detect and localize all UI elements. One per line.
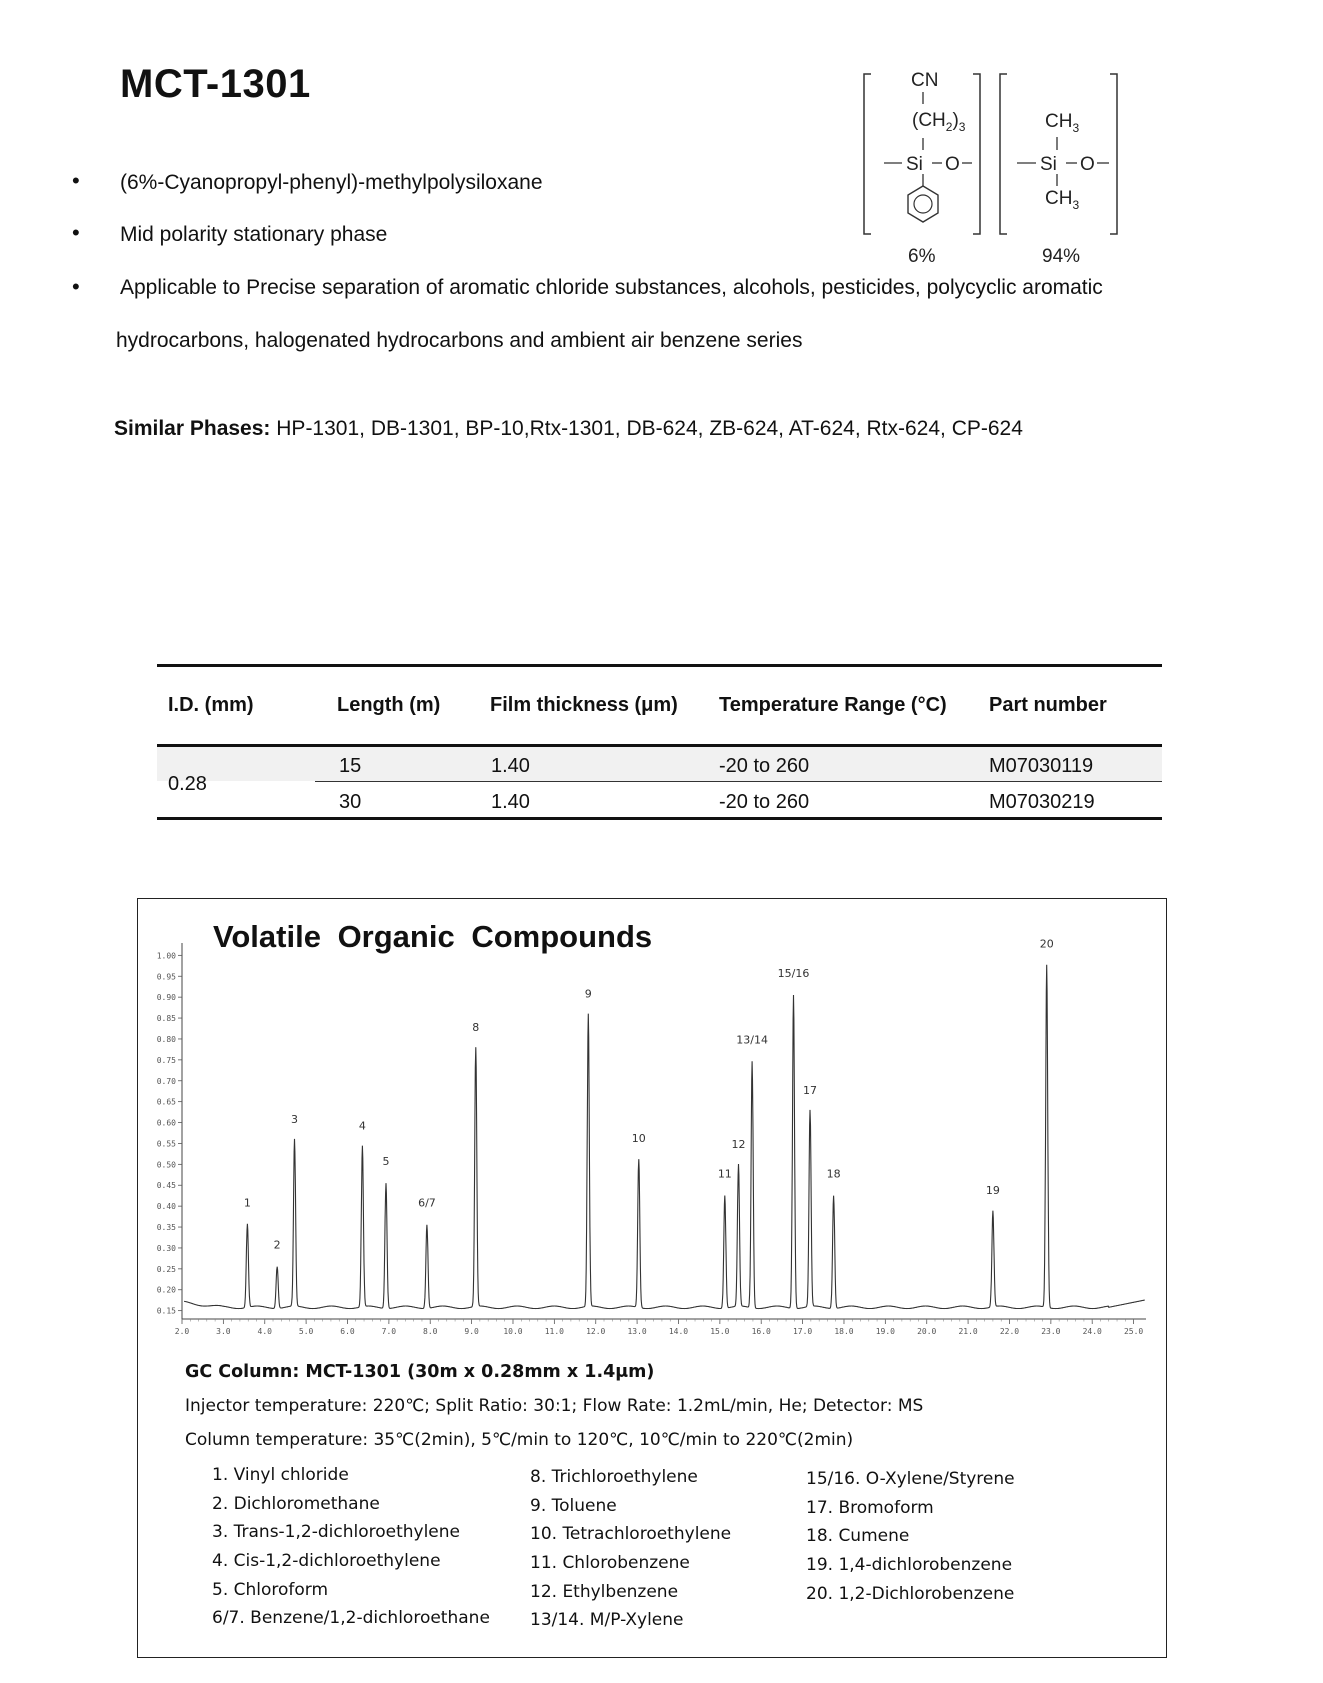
struct-ch2-label [912, 110, 966, 134]
struct-o-left: O [945, 154, 960, 175]
x-tick-label: 17.0 [792, 1327, 813, 1336]
peak-label: 8 [472, 1021, 480, 1035]
struct-ch2-sub2: 3 [958, 120, 966, 134]
gc-column-condition: GC Column: MCT-1301 (30m x 0.28mm x 1.4μm) [185, 1362, 655, 1382]
struct-ch2-close: ) [952, 110, 959, 131]
bullet-polarity: Mid polarity stationary phase [120, 223, 388, 246]
bullet-material: (6%-Cyanopropyl-phenyl)-methylpolysiloxane [120, 171, 543, 194]
compound-legend-col-2 [530, 1467, 731, 1639]
struct-ch3-top-sub: 3 [1072, 121, 1080, 135]
header-length: Length (m) [337, 694, 441, 716]
x-tick-label: 11.0 [544, 1327, 564, 1336]
x-tick-label: 12.0 [586, 1327, 606, 1336]
y-tick-label: 0.65 [156, 1097, 176, 1107]
x-tick-label: 23.0 [1041, 1327, 1061, 1336]
struct-ch2-sub: 2 [945, 120, 953, 134]
cell-film: 1.40 [491, 791, 530, 813]
legend-item: 19. 1,4-dichlorobenzene [806, 1555, 1013, 1576]
cell-id: 0.28 [168, 773, 207, 795]
peak-label: 5 [382, 1154, 390, 1168]
chemical-structure [860, 62, 1180, 282]
cell-length: 15 [339, 755, 362, 777]
y-tick-label: 0.50 [156, 1160, 176, 1170]
legend-item: 4. Cis-1,2-dichloroethylene [212, 1551, 441, 1572]
x-tick-label: 14.0 [668, 1327, 689, 1336]
peak-label: 13/14 [736, 1033, 768, 1047]
x-tick-label: 3.0 [216, 1327, 231, 1336]
struct-si-right: Si [1040, 154, 1057, 175]
peak-label: 10 [631, 1131, 646, 1145]
y-tick-label: 0.70 [156, 1076, 176, 1086]
x-tick-label: 22.0 [999, 1327, 1020, 1336]
similar-phases-value: HP-1301, DB-1301, BP-10,Rtx-1301, DB-624, ZB-624, AT-624, Rtx-624, CP-624 [276, 417, 1023, 440]
peak-label: 19 [985, 1184, 1000, 1198]
struct-percent-left: 6% [908, 246, 936, 267]
struct-ch3-bottom-sub: 3 [1072, 198, 1080, 212]
cell-length: 30 [339, 791, 362, 813]
y-tick-label: 0.35 [156, 1223, 176, 1233]
peak-label: 17 [803, 1083, 818, 1097]
column-temp-condition: Column temperature: 35℃(2min), 5℃/min to 120℃, 10℃/min to 220℃(2min) [185, 1430, 854, 1450]
chromatogram-title: Volatile Organic Compounds [213, 919, 653, 954]
struct-ch2-open: (CH [912, 110, 946, 131]
header-id: I.D. (mm) [168, 694, 254, 716]
peak-label: 9 [584, 987, 592, 1001]
y-tick-label: 1.00 [156, 951, 176, 961]
legend-item: 9. Toluene [530, 1495, 617, 1516]
legend-item: 10. Tetrachloroethylene [530, 1524, 732, 1545]
y-tick-label: 0.20 [156, 1285, 176, 1295]
cell-part: M07030219 [989, 791, 1095, 813]
peak-label: 15/16 [777, 966, 810, 980]
x-tick-label: 4.0 [257, 1327, 272, 1336]
header-part: Part number [989, 694, 1107, 716]
y-tick-label: 0.80 [156, 1034, 176, 1044]
compound-legend-col-3 [806, 1469, 1015, 1612]
legend-item: 5. Chloroform [212, 1579, 329, 1600]
compound-legend-col-1 [212, 1465, 490, 1637]
bullet-dot: • [72, 168, 80, 193]
legend-item: 18. Cumene [806, 1526, 910, 1547]
x-tick-label: 7.0 [381, 1327, 397, 1336]
x-tick-label: 13.0 [627, 1327, 647, 1336]
peak-label: 11 [717, 1167, 732, 1181]
legend-item: 1. Vinyl chloride [212, 1465, 349, 1485]
chromatogram-trace [184, 965, 1145, 1309]
x-tick-label: 24.0 [1082, 1327, 1102, 1336]
injector-condition: Injector temperature: 220℃; Split Ratio: 30:1; Flow Rate: 1.2mL/min, He; Detector: MS [185, 1396, 924, 1416]
bullet-application: Applicable to Precise separation of aromatic chloride substances, alcohols, pesticides, polycyclic aromatic [120, 276, 1103, 299]
benzene-ring-icon [908, 186, 938, 222]
legend-item: 3. Trans-1,2-dichloroethylene [212, 1522, 461, 1543]
x-tick-label: 16.0 [751, 1327, 771, 1336]
bullet-application-cont: hydrocarbons, halogenated hydrocarbons and ambient air benzene series [116, 329, 803, 352]
struct-percent-right: 94% [1042, 246, 1081, 267]
x-tick-label: 15.0 [710, 1327, 730, 1336]
x-tick-label: 25.0 [1123, 1327, 1144, 1336]
y-tick-label: 0.75 [156, 1055, 176, 1065]
peak-label: 18 [826, 1167, 841, 1181]
x-tick-label: 6.0 [340, 1327, 355, 1336]
product-title: MCT-1301 [120, 62, 311, 106]
peak-label: 12 [731, 1138, 746, 1152]
peak-label: 4 [358, 1119, 366, 1133]
header-film: Film thickness (μm) [490, 694, 678, 716]
x-tick-label: 21.0 [958, 1327, 978, 1336]
cell-film: 1.40 [491, 755, 530, 777]
y-tick-label: 0.25 [156, 1264, 176, 1274]
struct-ch3-top-main: CH [1045, 111, 1073, 132]
legend-item: 20. 1,2-Dichlorobenzene [806, 1583, 1015, 1604]
chromatogram-figure [137, 898, 1167, 1658]
x-tick-label: 5.0 [298, 1327, 314, 1336]
peak-label: 2 [273, 1238, 281, 1252]
y-tick-label: 0.60 [156, 1118, 176, 1128]
struct-ch3-bottom [1045, 188, 1079, 212]
cell-part: M07030119 [989, 755, 1094, 777]
y-tick-label: 0.95 [156, 972, 176, 982]
bullet-dot: • [72, 274, 80, 299]
y-tick-label: 0.55 [156, 1139, 176, 1149]
peak-label: 3 [291, 1113, 299, 1127]
x-tick-label: 10.0 [503, 1327, 523, 1336]
legend-item: 8. Trichloroethylene [530, 1467, 698, 1487]
legend-item: 11. Chlorobenzene [530, 1553, 690, 1574]
similar-phases-label: Similar Phases: [114, 417, 271, 440]
legend-item: 15/16. O-Xylene/Styrene [806, 1469, 1015, 1489]
struct-ch3-top [1045, 111, 1079, 135]
legend-item: 17. Bromoform [806, 1497, 934, 1518]
peak-label: 20 [1039, 937, 1054, 951]
y-tick-label: 0.30 [156, 1243, 176, 1253]
x-tick-label: 19.0 [875, 1327, 895, 1336]
bullet-dot: • [72, 220, 80, 245]
struct-o-right: O [1080, 154, 1095, 175]
peak-label: 1 [243, 1196, 251, 1210]
struct-ch3-bottom-main: CH [1045, 188, 1073, 209]
y-tick-label: 0.15 [156, 1306, 176, 1316]
struct-si-left: Si [906, 154, 923, 175]
legend-item: 2. Dichloromethane [212, 1493, 380, 1514]
legend-item: 6/7. Benzene/1,2-dichloroethane [212, 1608, 490, 1629]
header-temp: Temperature Range (°C) [719, 694, 947, 716]
chromatogram-plot [138, 899, 1168, 1369]
cell-temp: -20 to 260 [719, 791, 810, 813]
struct-cn-label: CN [911, 70, 939, 91]
x-tick-label: 20.0 [917, 1327, 937, 1336]
y-tick-label: 0.40 [156, 1202, 176, 1212]
x-tick-label: 2.0 [174, 1327, 190, 1336]
legend-item: 13/14. M/P-Xylene [530, 1610, 684, 1631]
peak-label: 6/7 [418, 1196, 436, 1210]
x-tick-label: 8.0 [423, 1327, 438, 1336]
y-tick-label: 0.45 [156, 1181, 176, 1191]
legend-item: 12. Ethylbenzene [530, 1581, 679, 1602]
similar-phases [114, 417, 1023, 441]
y-tick-label: 0.85 [156, 1014, 176, 1024]
x-tick-label: 18.0 [834, 1327, 854, 1336]
x-tick-label: 9.0 [464, 1327, 479, 1336]
y-tick-label: 0.90 [156, 993, 176, 1003]
cell-temp: -20 to 260 [719, 755, 810, 777]
